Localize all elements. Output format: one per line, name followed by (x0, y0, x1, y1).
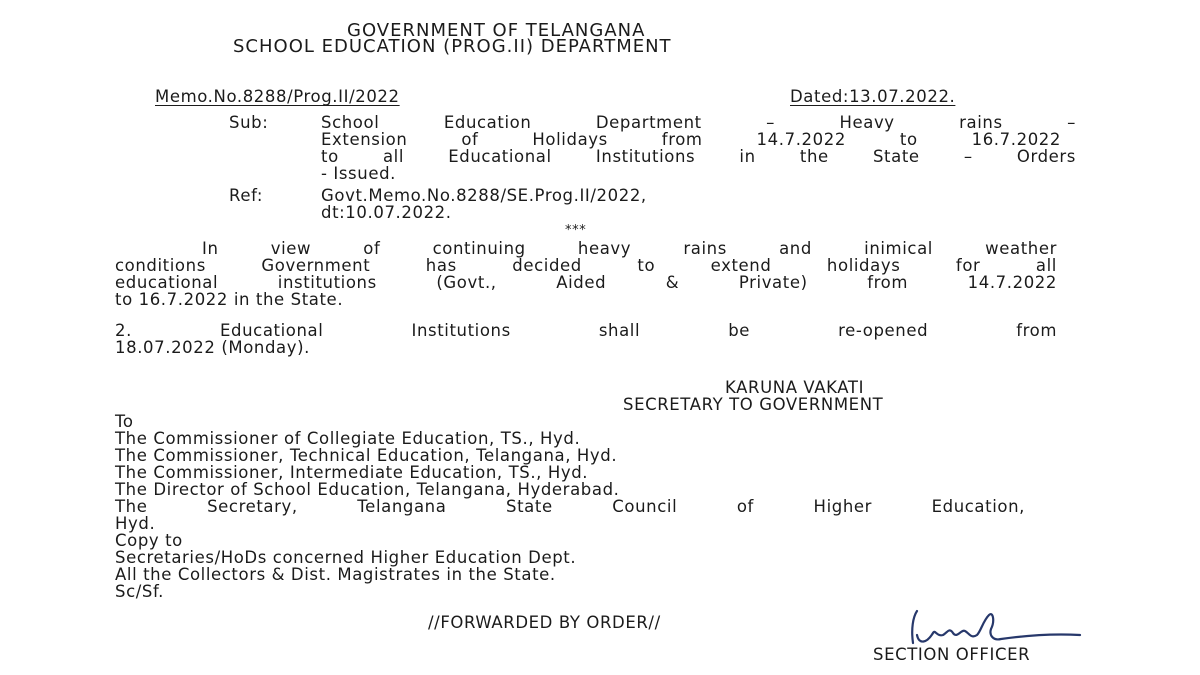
header-line-2: SCHOOL EDUCATION (PROG.II) DEPARTMENT (233, 36, 672, 57)
signatory-name: KARUNA VAKATI (725, 378, 865, 397)
para1-line-1: In view of continuing heavy rains and inimical weather (202, 239, 1057, 258)
to-recipient: Hyd. (115, 514, 156, 533)
para1-line-4: to 16.7.2022 in the State. (115, 290, 344, 309)
para2-line-1: 2. Educational Institutions shall be re-opened from (115, 321, 1057, 340)
memo-number: Memo.No.8288/Prog.II/2022 (155, 87, 400, 106)
para1-line-3: educational institutions (Govt., Aided & Private) from 14.7.2022 (115, 273, 1057, 292)
subject-line-3: to all Educational Institutions in the State – Orders (321, 147, 1076, 166)
memo-date: Dated:13.07.2022. (790, 87, 956, 106)
to-recipient: The Director of School Education, Telangana, Hyderabad. (115, 480, 620, 499)
subject-line-4: - Issued. (321, 164, 396, 183)
subject-label: Sub: (229, 113, 269, 132)
para1-line-2: conditions Government has decided to extend holidays for all (115, 256, 1057, 275)
signatory-title: SECRETARY TO GOVERNMENT (623, 395, 884, 414)
to-recipient: The Commissioner of Collegiate Education, TS., Hyd. (115, 429, 581, 448)
copy-recipient: All the Collectors & Dist. Magistrates in the State. (115, 565, 556, 584)
to-recipient: The Secretary, Telangana State Council of Higher Education, (115, 497, 1025, 516)
copy-recipient: Secretaries/HoDs concerned Higher Education Dept. (115, 548, 577, 567)
to-label: To (115, 412, 134, 431)
reference-line-2: dt:10.07.2022. (321, 203, 452, 222)
copy-recipient: Sc/Sf. (115, 582, 165, 601)
handwritten-signature-icon (905, 605, 1105, 650)
separator-stars: *** (565, 223, 587, 238)
subject-line-2: Extension of Holidays from 14.7.2022 to 16.7.2022 (321, 130, 1061, 149)
copy-label: Copy to (115, 531, 183, 550)
header-line-1: GOVERNMENT OF TELANGANA (347, 20, 646, 41)
to-recipient: The Commissioner, Intermediate Education, TS., Hyd. (115, 463, 589, 482)
to-recipient: The Commissioner, Technical Education, Telangana, Hyd. (115, 446, 618, 465)
reference-line-1: Govt.Memo.No.8288/SE.Prog.II/2022, (321, 186, 647, 205)
para2-line-2: 18.07.2022 (Monday). (115, 338, 310, 357)
section-officer-title: SECTION OFFICER (873, 645, 1031, 664)
reference-label: Ref: (229, 186, 264, 205)
subject-line-1: School Education Department – Heavy rains – (321, 113, 1076, 132)
forwarded-by-order: //FORWARDED BY ORDER// (428, 613, 661, 632)
